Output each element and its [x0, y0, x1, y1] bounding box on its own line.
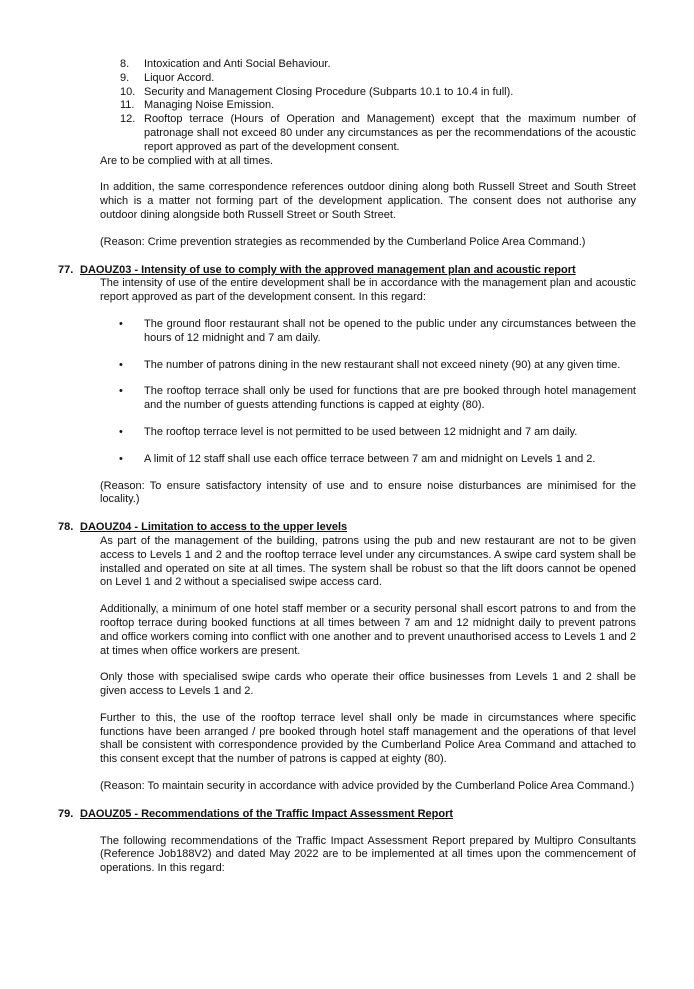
bullet-item: • The rooftop terrace shall only be used for functions that are pre booked through hotel management and the number of guests attending functions is capped at eighty (80). — [119, 385, 636, 412]
complied-text: Are to be complied with at all times. — [100, 154, 274, 167]
bullet-item: • The ground floor restaurant shall not be opened to the public under any circumstances between the hours of 12 midnight and 7 am daily. — [119, 317, 636, 344]
section-paragraph: Only those with specialised swipe cards who operate their office businesses from Levels 1 and 2 shall be given access to Levels 1 and 2. — [100, 671, 636, 698]
list-item: 9. Liquor Accord. — [120, 71, 215, 84]
section-78 — [58, 521, 636, 794]
section-paragraph: The intensity of use of the entire development shall be in accordance with the management plan and acoustic report approved as part of the development consent. In this regard: — [100, 277, 636, 304]
section-paragraph: Additionally, a minimum of one hotel staff member or a security personal shall escort patrons to and from the rooftop terrace during booked functions at all times between 7 am and 12 midnight daily to prevent patrons and office workers coming into conflict with one another and to prevent unauthorised access to Levels 1 and 2 at times when office workers are present. — [100, 603, 636, 657]
section-paragraph: Further to this, the use of the rooftop terrace level shall only be made in circumstances where specific functions have been arranged / pre booked through hotel staff management and the operations of that level shall be consistent with correspondence provided by the Cumberland Police Area Command and attached to this consent except that the number of patrons is capped at eighty (80). — [100, 711, 636, 766]
list-item: 8. Intoxication and Anti Social Behaviour. — [120, 58, 331, 70]
bullet-item: • The rooftop terrace level is not permitted to be used between 12 midnight and 7 am daily. — [119, 425, 578, 438]
reason-text: (Reason: To ensure satisfactory intensity of use and to ensure noise disturbances are minimised for the locality.) — [100, 479, 636, 506]
section-79 — [58, 808, 636, 876]
reason-text: (Reason: To maintain security in accordance with advice provided by the Cumberland Police Area Command.) — [100, 780, 635, 793]
section-heading: 78. DAOUZ04 - Limitation to access to the upper levels — [58, 521, 348, 534]
section-paragraph: As part of the management of the building, patrons using the pub and new restaurant are not to be given access to Levels 1 and 2 and the rooftop terrace level under any circumstances. A swipe card system shall be installed and operated on site at all times. The system shall be robust so that the lift doors cannot be opened on Level 1 and 2 without a specialised swipe access card. — [100, 534, 636, 589]
list-item: 10. Security and Management Closing Procedure (Subparts 10.1 to 10.4 in full). — [120, 85, 514, 98]
section-77 — [58, 264, 636, 508]
section-heading: 79. DAOUZ05 - Recommendations of the Traffic Impact Assessment Report — [58, 807, 454, 820]
section-paragraph: The following recommendations of the Traffic Impact Assessment Report prepared by Multipro Consultants (Reference Job188V2) and dated May 2022 are to be implemented at all times upon the commencement of operations. In this regard: — [100, 834, 636, 875]
list-item: 12. Rooftop terrace (Hours of Operation and Management) except that the maximum number of patronage shall not exceed 80 under any circumstances as per the recommendations of the acoustic report approved as part of the development consent. — [120, 113, 636, 153]
bullet-item: • The number of patrons dining in the new restaurant shall not exceed ninety (90) at any given time. — [119, 358, 621, 371]
numbered-list — [58, 58, 636, 155]
reason-text: (Reason: Crime prevention strategies as recommended by the Cumberland Police Area Command.) — [100, 235, 586, 248]
addition-paragraph: In addition, the same correspondence references outdoor dining along both Russell Street and South Street which is a matter not forming part of the development application. The consent does not authorise any outdoor dining alongside both Russell Street or South Street. — [100, 181, 636, 221]
list-item: 11. Managing Noise Emission. — [120, 99, 275, 112]
section-heading: 77. DAOUZ03 - Intensity of use to comply with the approved management plan and acoustic report — [58, 263, 576, 276]
bullet-list — [58, 318, 636, 467]
bullet-item: • A limit of 12 staff shall use each office terrace between 7 am and midnight on Levels 1 and 2. — [119, 452, 596, 465]
